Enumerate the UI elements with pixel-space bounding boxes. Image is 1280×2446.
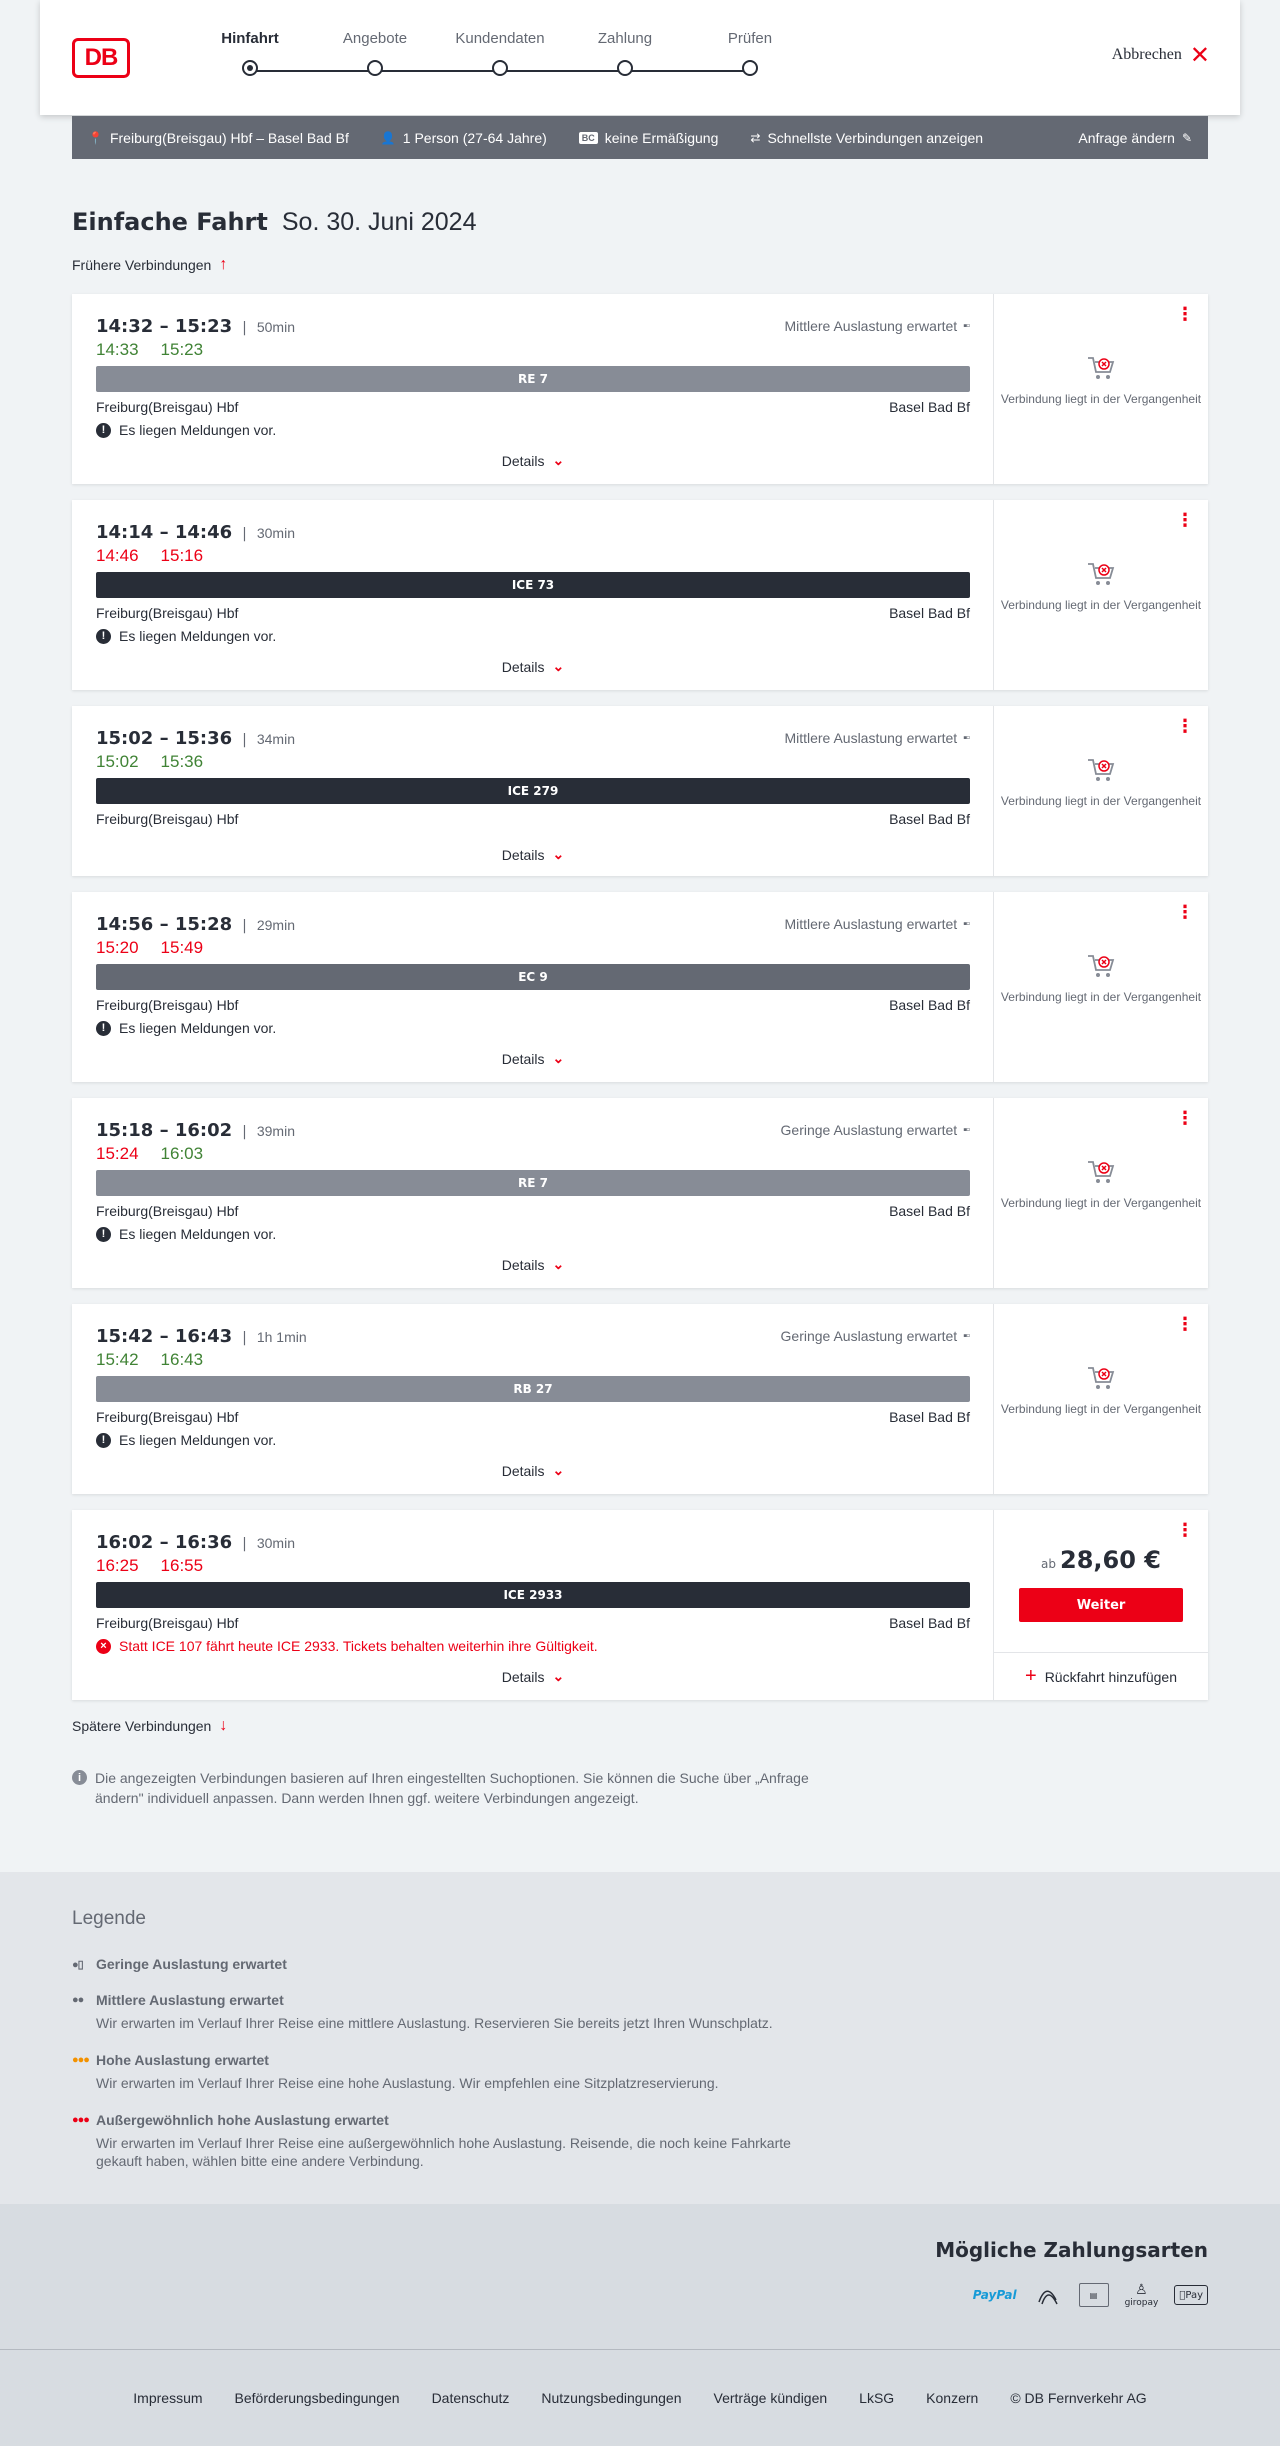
cart-unavailable-icon bbox=[1086, 355, 1116, 381]
realtime-times bbox=[96, 1350, 203, 1370]
realtime-arrival: 16:55 bbox=[160, 1556, 204, 1575]
destination-station: Basel Bad Bf bbox=[889, 605, 970, 621]
destination-station: Basel Bad Bf bbox=[889, 1409, 970, 1425]
separator: | bbox=[242, 732, 247, 748]
giropay-icon: ♙ giropay bbox=[1124, 2282, 1159, 2308]
connection-message bbox=[96, 1638, 598, 1654]
step-pruefen[interactable] bbox=[690, 30, 810, 76]
train-bar[interactable]: ICE 2933 bbox=[96, 1582, 970, 1608]
realtime-arrival: 16:43 bbox=[160, 1350, 204, 1369]
summary-discount bbox=[579, 130, 719, 146]
connection-card[interactable] bbox=[72, 1510, 1208, 1700]
realtime-departure: 14:46 bbox=[96, 546, 139, 565]
footer-link-impressum[interactable]: Impressum bbox=[133, 2390, 203, 2406]
connection-main[interactable] bbox=[72, 892, 994, 1082]
realtime-times bbox=[96, 752, 203, 772]
connection-card[interactable] bbox=[72, 892, 1208, 1082]
payment-section bbox=[0, 2204, 1280, 2349]
connection-offer bbox=[994, 892, 1208, 1082]
realtime-departure: 15:20 bbox=[96, 938, 139, 957]
summary-passengers bbox=[381, 130, 547, 146]
paypal-label: PayPal bbox=[972, 2288, 1017, 2302]
details-toggle[interactable] bbox=[72, 452, 994, 469]
connection-message bbox=[96, 1432, 276, 1448]
step-dot bbox=[492, 60, 508, 76]
train-bar[interactable]: RE 7 bbox=[96, 366, 970, 392]
connection-times bbox=[96, 728, 295, 749]
more-options-icon[interactable]: ⋮ bbox=[1176, 510, 1194, 531]
details-label: Details bbox=[501, 452, 545, 469]
exceptional-occupancy-icon: ●●● bbox=[72, 2114, 89, 2126]
discount-text: keine Ermäßigung bbox=[604, 129, 719, 146]
details-toggle[interactable] bbox=[72, 1050, 994, 1067]
step-dot bbox=[742, 60, 758, 76]
price-prefix: ab bbox=[1041, 1557, 1056, 1571]
step-label: Zahlung bbox=[597, 30, 653, 47]
arrow-up-icon: ↑ bbox=[219, 256, 228, 273]
connection-times bbox=[96, 1326, 307, 1347]
connection-main[interactable] bbox=[72, 706, 994, 876]
separator: | bbox=[242, 1330, 247, 1346]
origin-station: Freiburg(Breisgau) Hbf bbox=[96, 997, 239, 1013]
cart-unavailable-icon bbox=[1086, 1159, 1116, 1185]
connection-main[interactable] bbox=[72, 1304, 994, 1494]
more-options-icon[interactable]: ⋮ bbox=[1176, 716, 1194, 737]
details-label: Details bbox=[501, 658, 545, 675]
stations bbox=[96, 1615, 970, 1631]
occupancy-info bbox=[784, 730, 969, 746]
legend-item-exceptional bbox=[72, 2112, 836, 2170]
realtime-times bbox=[96, 1556, 203, 1576]
connection-message bbox=[96, 422, 276, 438]
stations bbox=[96, 399, 970, 415]
route-text: Freiburg(Breisgau) Hbf – Basel Bad Bf bbox=[109, 129, 349, 146]
payment-title: Mögliche Zahlungsarten bbox=[935, 2238, 1208, 2262]
message-text: Es liegen Meldungen vor. bbox=[119, 1020, 277, 1036]
connection-main[interactable] bbox=[72, 294, 994, 484]
cancel-button[interactable] bbox=[1111, 41, 1210, 69]
occupancy-icon: ▪▫ bbox=[963, 1124, 969, 1136]
train-bar[interactable]: ICE 279 bbox=[96, 778, 970, 804]
exclamation-icon: ! bbox=[96, 629, 111, 644]
footer-link-cancel-contract[interactable]: Verträge kündigen bbox=[713, 2390, 828, 2406]
connection-offer bbox=[994, 1510, 1208, 1700]
occupancy-text: Geringe Auslastung erwartet bbox=[780, 1328, 958, 1344]
step-label: Kundendaten bbox=[455, 30, 545, 47]
occupancy-icon: ▪▫ bbox=[963, 732, 969, 744]
cart-unavailable-icon bbox=[1086, 757, 1116, 783]
step-zahlung[interactable] bbox=[565, 30, 685, 76]
connection-main[interactable] bbox=[72, 1510, 994, 1700]
later-connections-link[interactable] bbox=[72, 1717, 227, 1735]
close-icon: ✕ bbox=[1189, 41, 1210, 69]
destination-station: Basel Bad Bf bbox=[889, 997, 970, 1013]
realtime-departure: 15:24 bbox=[96, 1144, 139, 1163]
fastest-text: Schnellste Verbindungen anzeigen bbox=[767, 129, 984, 146]
origin-station: Freiburg(Breisgau) Hbf bbox=[96, 605, 239, 621]
details-label: Details bbox=[501, 1668, 545, 1685]
chevron-down-icon: ⌄ bbox=[552, 1050, 565, 1066]
planned-times: 15:42 – 16:43 bbox=[96, 1326, 233, 1347]
change-request-button[interactable] bbox=[1078, 130, 1192, 146]
stations bbox=[96, 1203, 970, 1219]
realtime-departure: 15:02 bbox=[96, 752, 139, 771]
alert-icon: × bbox=[96, 1639, 111, 1654]
chevron-down-icon: ⌄ bbox=[552, 1256, 565, 1272]
realtime-departure: 14:33 bbox=[96, 340, 139, 359]
step-dot bbox=[617, 60, 633, 76]
destination-station: Basel Bad Bf bbox=[889, 399, 970, 415]
connection-offer bbox=[994, 1098, 1208, 1288]
past-connection-note bbox=[994, 757, 1208, 809]
planned-times: 14:14 – 14:46 bbox=[96, 522, 233, 543]
price-value: 28,60 € bbox=[1060, 1546, 1161, 1574]
paypal-icon bbox=[973, 2282, 1017, 2308]
destination-station: Basel Bad Bf bbox=[889, 1203, 970, 1219]
arrow-down-icon: ↓ bbox=[219, 1717, 228, 1734]
legend-head: Geringe Auslastung erwartet bbox=[96, 1956, 287, 1972]
occupancy-icon: ▪▫ bbox=[963, 918, 969, 930]
bahncard-icon: BC bbox=[579, 132, 598, 144]
occupancy-info bbox=[784, 916, 969, 932]
medium-occupancy-icon: ●● bbox=[72, 1994, 84, 2006]
earlier-label: Frühere Verbindungen bbox=[72, 257, 212, 273]
footer-link-conditions[interactable]: Beförderungsbedingungen bbox=[234, 2390, 400, 2406]
connection-card[interactable] bbox=[72, 1098, 1208, 1288]
duration: 50min bbox=[256, 319, 295, 335]
planned-times: 14:56 – 15:28 bbox=[96, 914, 233, 935]
duration: 1h 1min bbox=[256, 1329, 307, 1345]
legend-head: Hohe Auslastung erwartet bbox=[96, 2052, 269, 2068]
connection-times bbox=[96, 914, 295, 935]
details-label: Details bbox=[501, 1256, 545, 1273]
occupancy-info bbox=[781, 1122, 969, 1138]
chevron-down-icon: ⌄ bbox=[552, 1668, 565, 1684]
separator: | bbox=[242, 526, 247, 542]
past-label: Verbindung liegt in der Vergangenheit bbox=[1000, 598, 1202, 612]
footer-link-terms[interactable]: Nutzungsbedingungen bbox=[541, 2390, 682, 2406]
message-text: Es liegen Meldungen vor. bbox=[119, 628, 277, 644]
occupancy-icon: ▪▫ bbox=[963, 1330, 969, 1342]
past-label: Verbindung liegt in der Vergangenheit bbox=[1000, 794, 1202, 808]
price-box bbox=[994, 1546, 1208, 1622]
origin-station: Freiburg(Breisgau) Hbf bbox=[96, 1615, 239, 1631]
duration: 34min bbox=[256, 731, 295, 747]
stations bbox=[96, 1409, 970, 1425]
message-text: Statt ICE 107 fährt heute ICE 2933. Tickets behalten weiterhin ihre Gültigkeit. bbox=[119, 1638, 598, 1654]
legend-item-low bbox=[72, 1956, 287, 1972]
origin-station: Freiburg(Breisgau) Hbf bbox=[96, 399, 239, 415]
past-label: Verbindung liegt in der Vergangenheit bbox=[1000, 990, 1202, 1004]
exclamation-icon: ! bbox=[96, 423, 111, 438]
chevron-down-icon: ⌄ bbox=[552, 452, 565, 468]
step-kundendaten[interactable] bbox=[440, 30, 560, 76]
more-options-icon[interactable]: ⋮ bbox=[1176, 1314, 1194, 1335]
realtime-departure: 16:25 bbox=[96, 1556, 139, 1575]
low-occupancy-icon: ●▯ bbox=[72, 1958, 83, 1971]
planned-times: 15:18 – 16:02 bbox=[96, 1120, 233, 1141]
more-options-icon[interactable]: ⋮ bbox=[1176, 1108, 1194, 1129]
origin-station: Freiburg(Breisgau) Hbf bbox=[96, 1203, 239, 1219]
stations bbox=[96, 997, 970, 1013]
connection-message bbox=[96, 628, 276, 644]
connection-times bbox=[96, 1532, 295, 1553]
footer-link-lksg[interactable]: LkSG bbox=[859, 2390, 895, 2406]
train-bar[interactable]: ICE 73 bbox=[96, 572, 970, 598]
payment-icons bbox=[973, 2282, 1208, 2308]
progress-stepper bbox=[210, 30, 800, 90]
later-label: Spätere Verbindungen bbox=[72, 1718, 212, 1734]
legend-desc: Wir erwarten im Verlauf Ihrer Reise eine mittlere Auslastung. Reservieren Sie bereits jetzt Ihren Wunschplatz. bbox=[96, 2015, 773, 2031]
occupancy-text: Geringe Auslastung erwartet bbox=[780, 1122, 958, 1138]
connection-message bbox=[96, 1020, 276, 1036]
connection-card[interactable] bbox=[72, 500, 1208, 690]
step-label: Prüfen bbox=[727, 30, 773, 47]
destination-station: Basel Bad Bf bbox=[889, 1615, 970, 1631]
past-label: Verbindung liegt in der Vergangenheit bbox=[1000, 392, 1202, 406]
summary-fastest bbox=[750, 130, 983, 146]
realtime-times bbox=[96, 1144, 203, 1164]
duration: 29min bbox=[256, 917, 295, 933]
legend-head: Außergewöhnlich hohe Auslastung erwartet bbox=[96, 2112, 389, 2128]
footer-link-konzern[interactable]: Konzern bbox=[926, 2390, 979, 2406]
planned-times: 15:02 – 15:36 bbox=[96, 728, 233, 749]
details-label: Details bbox=[501, 1462, 545, 1479]
origin-station: Freiburg(Breisgau) Hbf bbox=[96, 1409, 239, 1425]
past-connection-note bbox=[994, 561, 1208, 613]
cancel-label: Abbrechen bbox=[1111, 46, 1182, 63]
occupancy-info bbox=[784, 318, 969, 334]
location-pin-icon: 📍 bbox=[88, 130, 103, 145]
train-bar[interactable]: RB 27 bbox=[96, 1376, 970, 1402]
realtime-arrival: 15:36 bbox=[160, 752, 204, 771]
message-text: Es liegen Meldungen vor. bbox=[119, 422, 277, 438]
applepay-label: Pay bbox=[1184, 2289, 1202, 2301]
separator: | bbox=[242, 1124, 247, 1140]
message-text: Es liegen Meldungen vor. bbox=[119, 1432, 277, 1448]
realtime-arrival: 15:23 bbox=[160, 340, 204, 359]
passengers-text: 1 Person (27-64 Jahre) bbox=[402, 129, 547, 146]
legend-desc: Wir erwarten im Verlauf Ihrer Reise eine hohe Auslastung. Wir empfehlen eine Sitzplatzreservierung. bbox=[96, 2075, 719, 2091]
footer bbox=[0, 2349, 1280, 2446]
info-icon: i bbox=[72, 1770, 87, 1785]
realtime-arrival: 15:16 bbox=[160, 546, 204, 565]
duration: 39min bbox=[256, 1123, 295, 1139]
earlier-connections-link[interactable] bbox=[72, 256, 227, 274]
sepa-icon: ▤ bbox=[1079, 2283, 1109, 2307]
chevron-down-icon: ⌄ bbox=[552, 1462, 565, 1478]
duration: 30min bbox=[256, 1535, 295, 1551]
separator: | bbox=[242, 1536, 247, 1552]
return-trip-label: Rückfahrt hinzufügen bbox=[1044, 1668, 1177, 1685]
legend-item-medium bbox=[72, 1992, 836, 2032]
details-toggle[interactable] bbox=[72, 1462, 994, 1479]
step-label: Hinfahrt bbox=[221, 30, 279, 47]
stations bbox=[96, 605, 970, 621]
occupancy-text: Mittlere Auslastung erwartet bbox=[784, 318, 958, 334]
cart-unavailable-icon bbox=[1086, 1365, 1116, 1391]
duration: 30min bbox=[256, 525, 295, 541]
cart-unavailable-icon bbox=[1086, 953, 1116, 979]
planned-times: 16:02 – 16:36 bbox=[96, 1532, 233, 1553]
stations bbox=[96, 811, 970, 827]
continue-button[interactable]: Weiter bbox=[1019, 1588, 1183, 1622]
add-return-trip-button[interactable] bbox=[994, 1652, 1208, 1700]
separator: | bbox=[242, 918, 247, 934]
realtime-arrival: 16:03 bbox=[160, 1144, 204, 1163]
connection-times bbox=[96, 316, 295, 337]
occupancy-text: Mittlere Auslastung erwartet bbox=[784, 916, 958, 932]
trip-type: Einfache Fahrt bbox=[72, 208, 268, 236]
step-dot bbox=[242, 60, 258, 76]
legend-desc: Wir erwarten im Verlauf Ihrer Reise eine außergewöhnlich hohe Auslastung. Reisende, die noch keine Fahrkarte gekauft haben, wählen bitte eine andere Verbindung. bbox=[96, 2135, 791, 2169]
connection-offer bbox=[994, 500, 1208, 690]
person-icon: 👤 bbox=[380, 130, 396, 145]
summary-route bbox=[88, 130, 349, 146]
header bbox=[40, 0, 1240, 115]
info-text: Die angezeigten Verbindungen basieren auf Ihren eingestellten Suchoptionen. Sie können die Suche über „Anfrage ändern" individuell anpassen. Dann werden Ihnen ggf. weitere Verbindungen angezeigt. bbox=[95, 1770, 809, 1806]
origin-station: Freiburg(Breisgau) Hbf bbox=[96, 811, 239, 827]
more-options-icon[interactable]: ⋮ bbox=[1176, 304, 1194, 325]
exclamation-icon: ! bbox=[96, 1433, 111, 1448]
realtime-departure: 15:42 bbox=[96, 1350, 139, 1369]
connection-card[interactable] bbox=[72, 294, 1208, 484]
occupancy-info bbox=[781, 1328, 969, 1344]
exclamation-icon: ! bbox=[96, 1021, 111, 1036]
realtime-times bbox=[96, 546, 203, 566]
train-bar[interactable]: RE 7 bbox=[96, 1170, 970, 1196]
step-label: Angebote bbox=[342, 30, 408, 47]
details-toggle[interactable] bbox=[72, 846, 994, 863]
change-request-label: Anfrage ändern bbox=[1078, 129, 1175, 146]
legend-item-high bbox=[72, 2052, 836, 2092]
legend-title: Legende bbox=[72, 1908, 146, 1929]
occupancy-text: Mittlere Auslastung erwartet bbox=[784, 730, 958, 746]
plus-icon: + bbox=[1025, 1665, 1037, 1687]
db-logo[interactable]: DB bbox=[72, 38, 130, 78]
info-note bbox=[72, 1768, 852, 1808]
page-title bbox=[72, 208, 476, 237]
connection-card[interactable] bbox=[72, 1304, 1208, 1494]
step-dot bbox=[367, 60, 383, 76]
realtime-times bbox=[96, 938, 203, 958]
cart-unavailable-icon bbox=[1086, 561, 1116, 587]
details-toggle[interactable] bbox=[72, 1256, 994, 1273]
connection-main[interactable] bbox=[72, 500, 994, 690]
past-label: Verbindung liegt in der Vergangenheit bbox=[1000, 1196, 1202, 1210]
connection-offer bbox=[994, 1304, 1208, 1494]
connection-offer bbox=[994, 294, 1208, 484]
applepay-icon bbox=[1174, 2285, 1208, 2305]
legend-head: Mittlere Auslastung erwartet bbox=[96, 1992, 284, 2008]
past-connection-note bbox=[994, 355, 1208, 407]
creditcard-icon bbox=[1033, 2282, 1063, 2308]
travel-date: So. 30. Juni 2024 bbox=[281, 208, 477, 236]
step-angebote[interactable] bbox=[315, 30, 435, 76]
details-toggle[interactable] bbox=[72, 658, 994, 675]
planned-times: 14:32 – 15:23 bbox=[96, 316, 233, 337]
details-label: Details bbox=[501, 846, 545, 863]
more-options-icon[interactable]: ⋮ bbox=[1176, 902, 1194, 923]
footer-copyright: © DB Fernverkehr AG bbox=[1010, 2390, 1147, 2406]
connection-main[interactable] bbox=[72, 1098, 994, 1288]
pencil-icon: ✎ bbox=[1181, 130, 1192, 145]
train-bar[interactable]: EC 9 bbox=[96, 964, 970, 990]
past-label: Verbindung liegt in der Vergangenheit bbox=[1000, 1402, 1202, 1416]
connection-card[interactable] bbox=[72, 706, 1208, 876]
details-label: Details bbox=[501, 1050, 545, 1067]
footer-link-privacy[interactable]: Datenschutz bbox=[431, 2390, 510, 2406]
connection-times bbox=[96, 522, 295, 543]
destination-station: Basel Bad Bf bbox=[889, 811, 970, 827]
connection-offer bbox=[994, 706, 1208, 876]
occupancy-icon: ▪▫ bbox=[963, 320, 969, 332]
realtime-arrival: 15:49 bbox=[160, 938, 204, 957]
search-summary-bar bbox=[72, 116, 1208, 159]
details-toggle[interactable] bbox=[72, 1668, 994, 1685]
message-text: Es liegen Meldungen vor. bbox=[119, 1226, 277, 1242]
step-hinfahrt[interactable] bbox=[190, 30, 310, 76]
separator: | bbox=[242, 320, 247, 336]
high-occupancy-icon: ●●● bbox=[72, 2054, 89, 2066]
more-options-icon[interactable]: ⋮ bbox=[1176, 1520, 1194, 1541]
giropay-label: giropay bbox=[1124, 2298, 1159, 2308]
realtime-times bbox=[96, 340, 203, 360]
chevron-down-icon: ⌄ bbox=[552, 658, 565, 674]
exclamation-icon: ! bbox=[96, 1227, 111, 1242]
past-connection-note bbox=[994, 953, 1208, 1005]
legend-section bbox=[0, 1872, 1280, 2204]
past-connection-note bbox=[994, 1365, 1208, 1417]
swap-arrows-icon: ⇄ bbox=[750, 130, 761, 145]
chevron-down-icon: ⌄ bbox=[552, 846, 565, 862]
past-connection-note bbox=[994, 1159, 1208, 1211]
connection-message bbox=[96, 1226, 276, 1242]
connection-times bbox=[96, 1120, 295, 1141]
price bbox=[994, 1546, 1208, 1574]
